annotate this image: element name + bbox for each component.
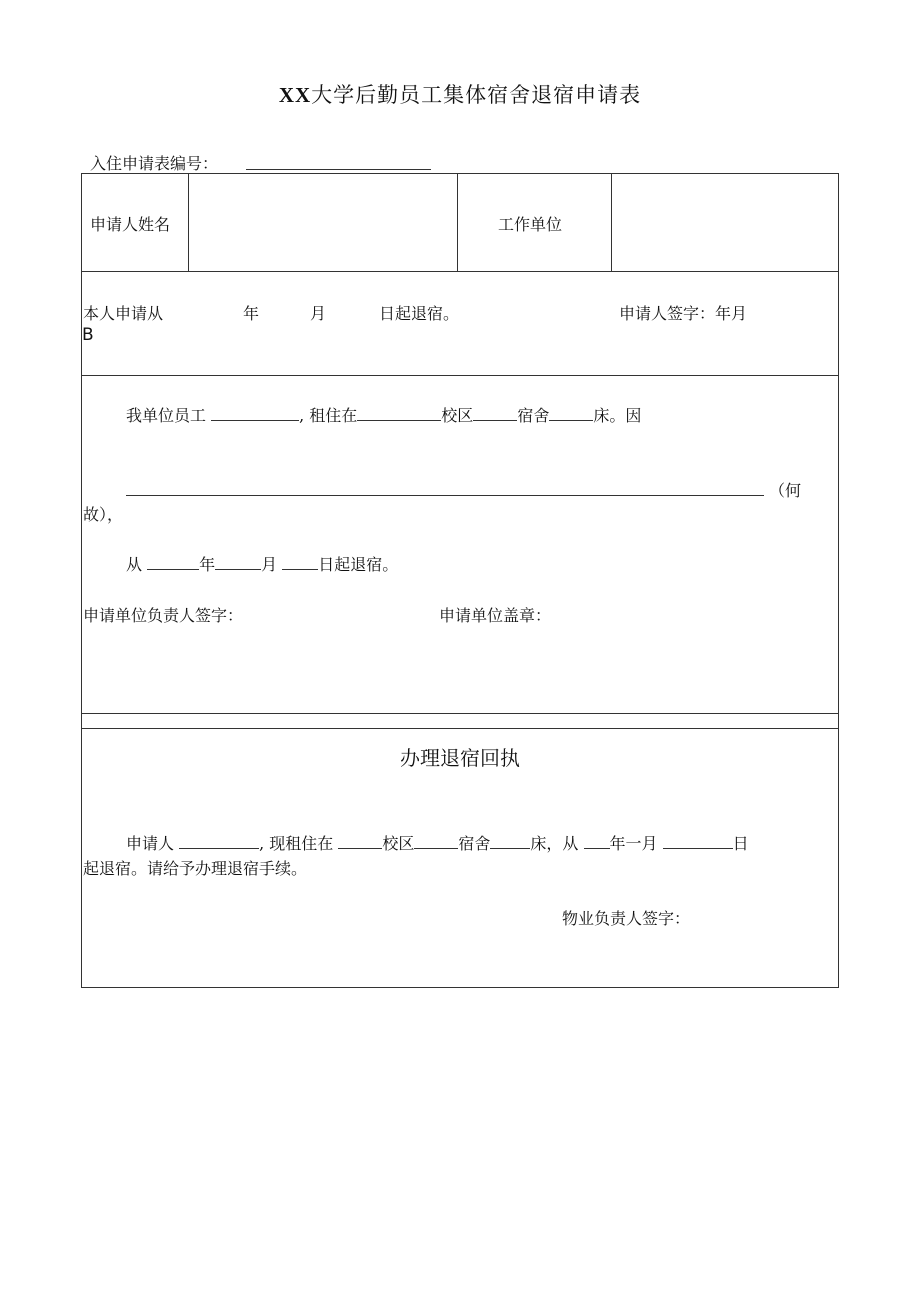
col-divider-2 (457, 173, 458, 271)
page-title (0, 79, 920, 109)
receipt-bed-from-text: 床，从 (530, 834, 579, 853)
apply-from-text: 本人申请从 (83, 304, 164, 323)
from-month-text: 月 (261, 555, 278, 574)
employee-text: 我单位员工 (126, 406, 207, 425)
reason-tail-text: 故）， (83, 505, 124, 524)
unit-stamp-label: 申请单位盖章： (439, 606, 552, 625)
receipt-bed-blank[interactable] (490, 834, 530, 849)
form-number-label: 入住申请表编号： (90, 154, 219, 173)
from-day-blank[interactable] (282, 555, 318, 570)
rent-text: , 租住在 (299, 406, 358, 425)
stray-letter: B (82, 325, 94, 345)
row-divider-2 (81, 375, 839, 376)
work-unit-label: 工作单位 (498, 215, 563, 234)
unit-from-line (126, 552, 398, 575)
row-divider-3 (81, 713, 839, 714)
reason-end-text: （何 (769, 481, 802, 500)
dorm-blank[interactable] (473, 406, 517, 421)
campus-text: 校区 (441, 406, 474, 425)
col-divider-1 (188, 173, 189, 271)
apply-month-text: 月 (310, 304, 327, 323)
from-year-blank[interactable] (147, 555, 199, 570)
receipt-year-month-text: 年一月 (609, 834, 658, 853)
receipt-line-2: 起退宿。请给予办理退宿手续。 (83, 859, 308, 878)
bed-blank[interactable] (549, 406, 593, 421)
form-number-field[interactable] (246, 169, 431, 170)
campus-blank[interactable] (357, 406, 441, 421)
unit-leader-signature-label: 申请单位负责人签字： (83, 606, 244, 625)
unit-statement-line-1 (126, 403, 641, 426)
apply-day-text: 日起退宿。 (379, 304, 460, 323)
employee-name-blank[interactable] (211, 406, 299, 421)
title-prefix: XX (278, 83, 312, 107)
receipt-applicant-blank[interactable] (179, 834, 259, 849)
receipt-applicant-text: 申请人 (126, 834, 175, 853)
row-divider-4 (81, 728, 839, 729)
row-divider-1 (81, 271, 839, 272)
from-year-text: 年 (199, 555, 216, 574)
applicant-name-field[interactable] (190, 175, 456, 270)
property-signature-label: 物业负责人签字： (562, 909, 691, 928)
reason-blank[interactable] (126, 495, 764, 496)
bed-text: 床。因 (593, 406, 642, 425)
receipt-campus-text: 校区 (382, 834, 415, 853)
receipt-line-1 (126, 831, 749, 854)
receipt-dorm-text: 宿舍 (458, 834, 491, 853)
receipt-rent-text: , 现租住在 (259, 834, 334, 853)
receipt-title: 办理退宿回执 (400, 746, 520, 770)
receipt-campus-blank[interactable] (338, 834, 382, 849)
from-month-blank[interactable] (215, 555, 261, 570)
receipt-year-blank[interactable] (584, 834, 610, 849)
applicant-signature-label: 申请人签字：年月 (619, 304, 748, 323)
dorm-text: 宿舍 (517, 406, 550, 425)
title-text: 大学后勤员工集体宿舍退宿申请表 (311, 83, 642, 107)
receipt-day-text: 日 (732, 834, 749, 853)
from-text: 从 (126, 555, 143, 574)
from-day-text: 日起退宿。 (318, 555, 399, 574)
receipt-day-blank[interactable] (663, 834, 733, 849)
work-unit-field[interactable] (613, 175, 837, 270)
applicant-name-label: 申请人姓名 (90, 215, 171, 234)
receipt-dorm-blank[interactable] (414, 834, 458, 849)
apply-year-text: 年 (243, 304, 260, 323)
col-divider-3 (611, 173, 612, 271)
